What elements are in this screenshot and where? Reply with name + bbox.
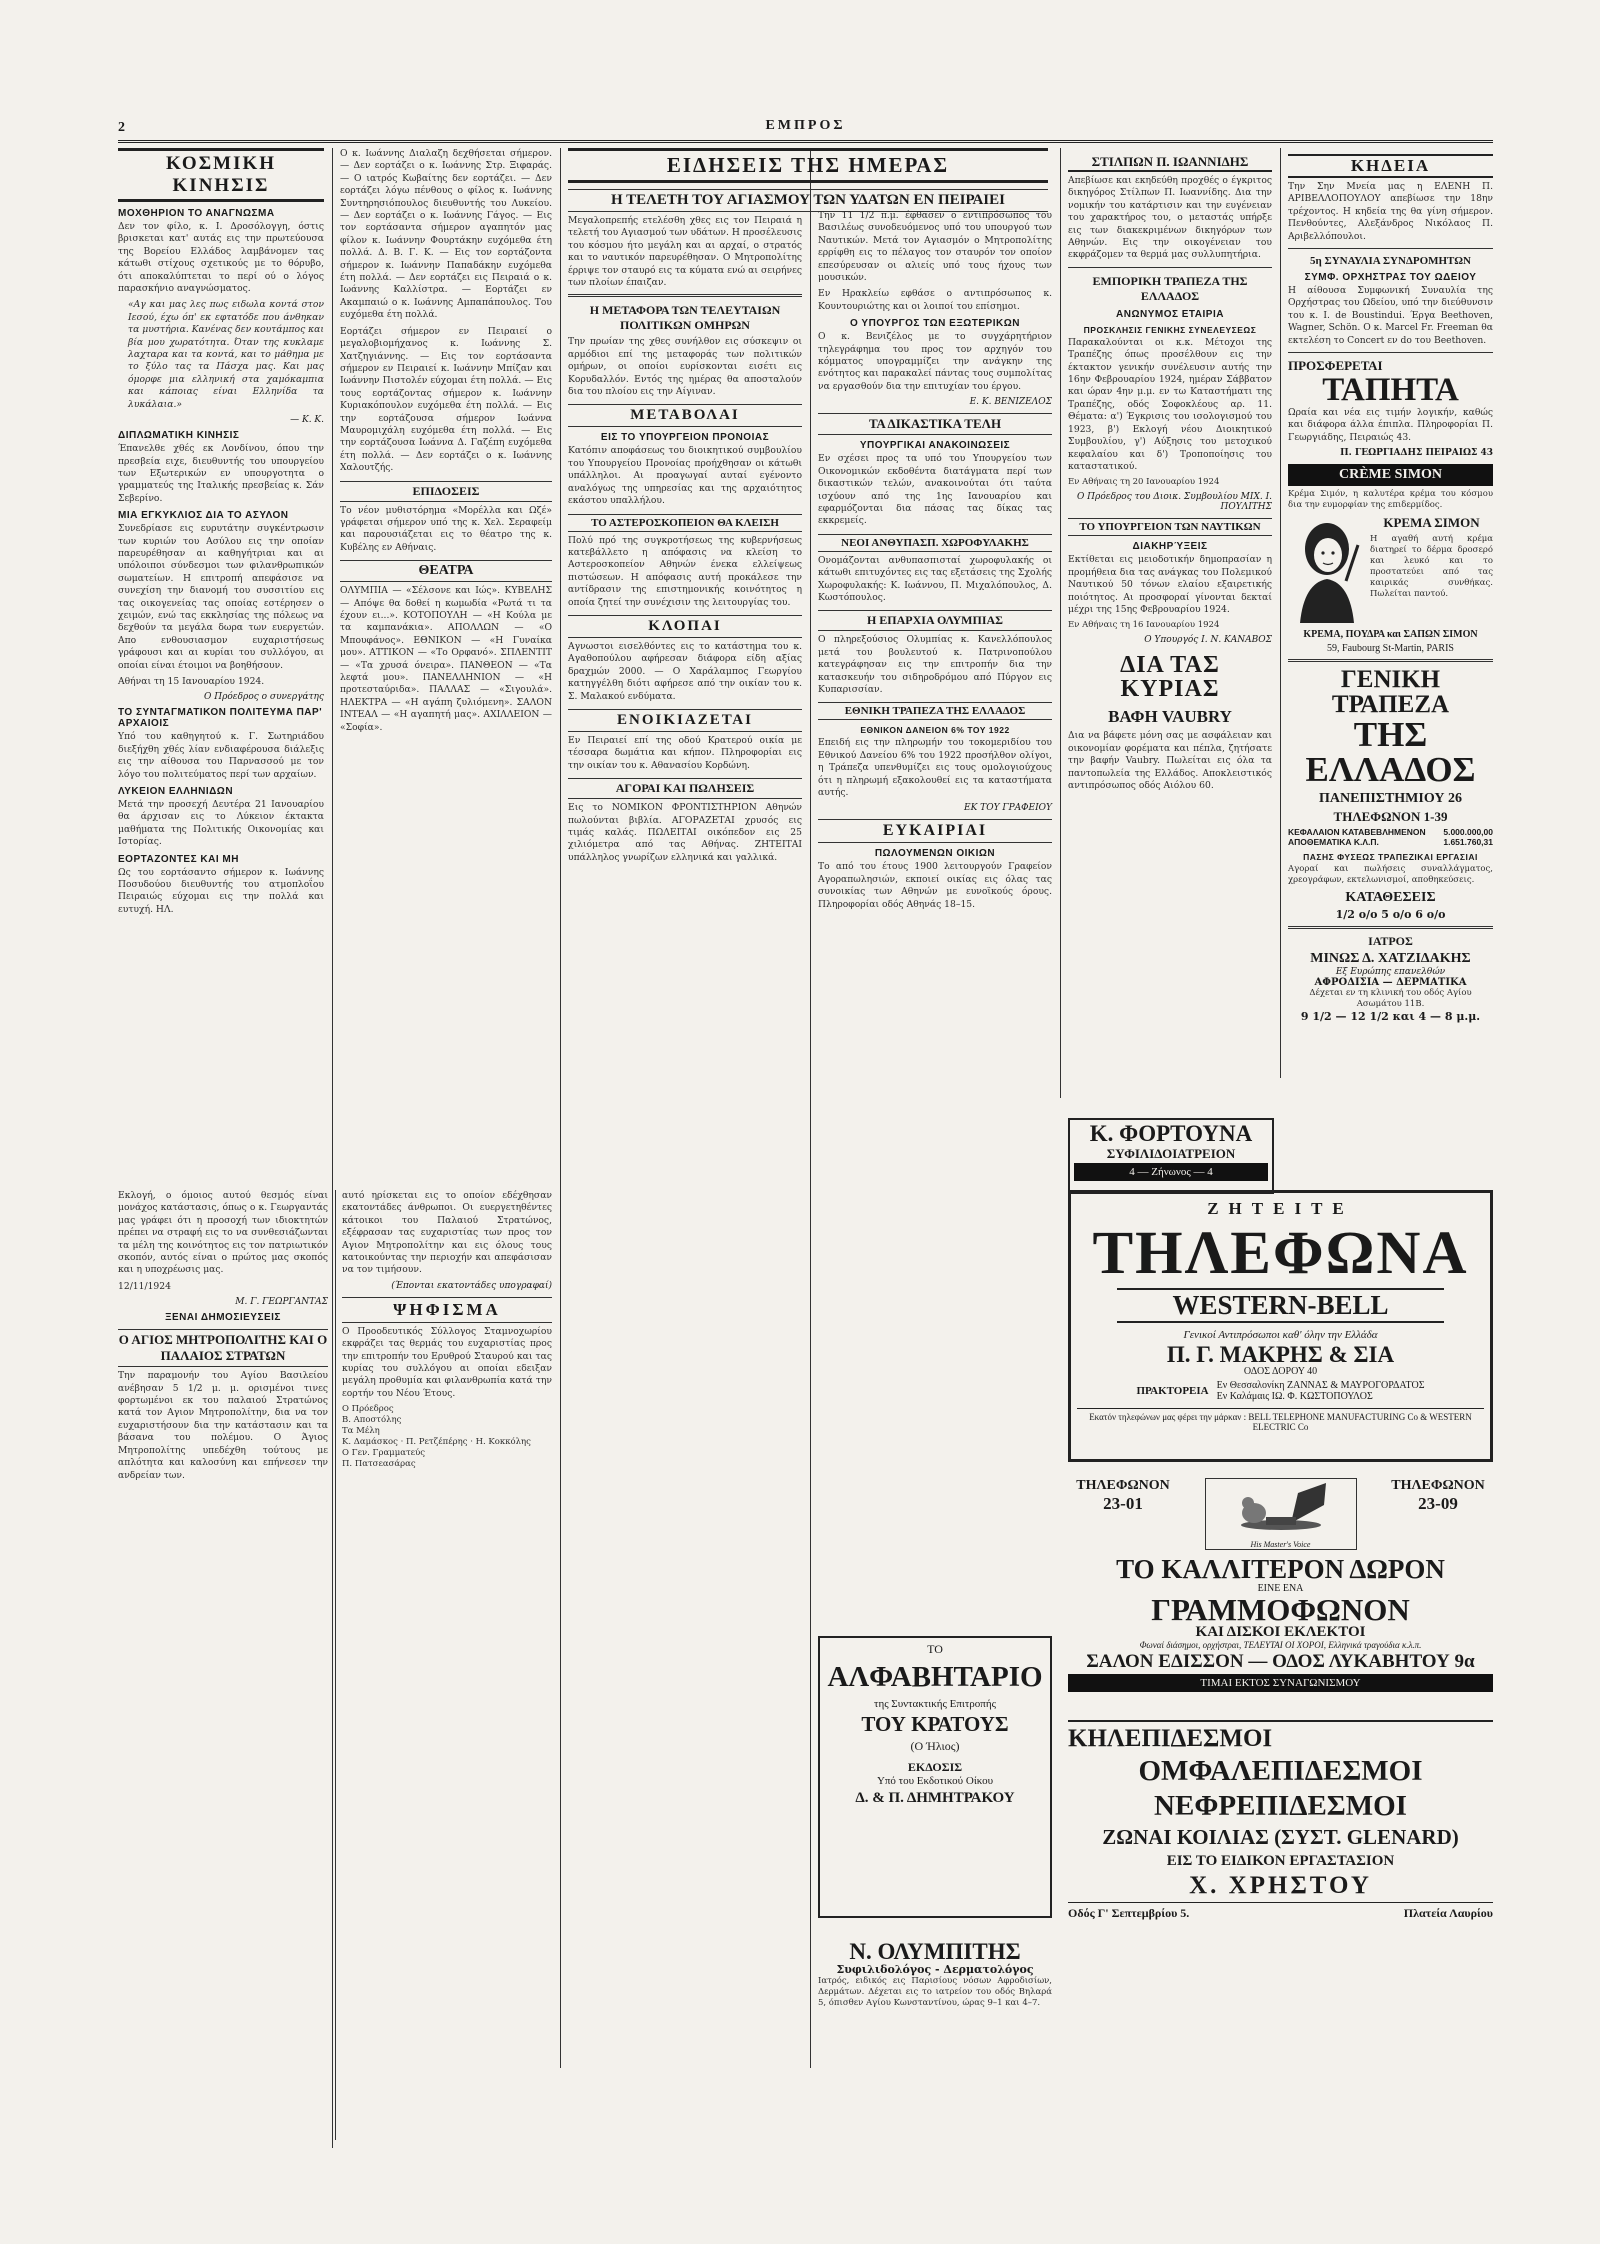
article-body: Κατόπιν αποφάσεως του διοικητικού συμβουλίου του Υπουργείου Προνοίας προήχθησαν οι κάτωθι υπάλληλοι. Αι προαγωγαί αυταί εγένοντο αναλόγως της υπηρεσίας και της αρχαιότητος εκάστου υπαλλήλου. bbox=[568, 445, 802, 507]
ad-line: ΕΙΝΕ ΕΝΑ bbox=[1257, 1583, 1304, 1594]
article-heading-classifieds: ΑΓΟΡΑΙ ΚΑΙ ΠΩΛΗΣΕΙΣ bbox=[568, 778, 802, 799]
tel-label: ΤΗΛΕΦΩΝΟΝ bbox=[1391, 1478, 1485, 1493]
doctor-name: ΜΙΝΩΣ Δ. ΧΑΤΖΙΔΑΚΗΣ bbox=[1310, 951, 1471, 967]
lead-article-heading: Η ΤΕΛΕΤΗ ΤΟΥ ΑΓΙΑΣΜΟΥ ΤΩΝ ΥΔΑΤΩΝ ΕΝ ΠΕΙΡΑΙΕΙ bbox=[568, 189, 1048, 212]
ad-title: Ν. ΟΛΥΜΠΙΤΗΣ bbox=[849, 1939, 1021, 1964]
bank-reserves-label: ΑΠΟΘΕΜΑΤΙΚΑ Κ.Λ.Π. bbox=[1288, 837, 1379, 848]
creme-heading: CRÈME SIMON bbox=[1288, 464, 1493, 486]
article-heading-thefts: ΚΛΟΠΑΙ bbox=[568, 615, 802, 638]
ad-branch: Εν Καλάμαις ΙΩ. Φ. ΚΩΣΤΟΠΟΥΛΟΣ bbox=[1216, 1391, 1373, 1402]
article-body: Συνεδρίασε εις ευρυτάτην συγκέντρωσιν των κυριών του Ασύλου εις την οποίαν παρευρέθησαν αι καθηγήτριαι και αι υπόλοιποι σύνδεσμοι των φιλανθρωπικών σωματείων. Η επιτροπή απεφάσισε να συνεχίση την διανομή του συσσιτίου εις τας οικογενείας τας οποίας εστέρησεν ο χειμών, ενώ τας εκκλησίας της πόλεως να δεχθούν τα μεγάλα δωρα των ευεργετών. Απο ενθουσιασμον ευχαριστήσεως γράφουσι και αι κυρίαι του συλλόγου, αι οποίαι είναι έτοιμοι να βοηθήσουν. bbox=[118, 523, 324, 671]
ad-line: Γενικοί Αντιπρόσωποι καθ' όλην την Ελλάδα bbox=[1183, 1329, 1378, 1341]
column-rule bbox=[560, 148, 561, 2068]
ad-title: ΑΛΦΑΒΗΤΑΡΙΟ bbox=[827, 1661, 1043, 1693]
bank-name: ΓΕΝΙΚΗ ΤΡΑΠΕΖΑ bbox=[1331, 666, 1450, 719]
ad-branches-label: ΠΡΑΚΤΟΡΕΙΑ bbox=[1136, 1385, 1209, 1397]
article-heading-gendarmerie: ΝΕΟΙ ΑΝΘΥΠΑΣΠ. ΧΩΡΟΦΥΛΑΚΗΣ bbox=[818, 534, 1052, 552]
article-body: Ο πληρεξούσιος Ολυμπίας κ. Κανελλόπουλος μετά του βουλευτού κ. Πατρινοπούλου κατεγράφησαν εις την επιτροπήν δια την κατασκευήν του σιδηροδρόμου από Πύργον εις Κυπαρισσίαν. bbox=[818, 634, 1052, 695]
article-body: Εν Πειραιεί επί της οδού Κρατερού οικία με τέσσαρα δωμάτια και κήπον. Πληροφορίαι εις την οικίαν του κ. Αθανασίου Κορδώνη. bbox=[568, 734, 802, 771]
article-heading: Ο ΥΠΟΥΡΓΟΣ ΤΩΝ ΕΞΩΤΕΡΙΚΩΝ bbox=[850, 318, 1020, 330]
article-heading: ΜΟΧΘΗΡΙΟΝ ΤΟ ΑΝΑΓΝΩΣΜΑ bbox=[118, 208, 275, 219]
ad-line: ΖΗΤΕΙΤΕ bbox=[1207, 1199, 1354, 1218]
ad-subheading: ΑΝΩΝΥΜΟΣ ΕΤΑΙΡΙΑ bbox=[1116, 308, 1224, 320]
ad-title: ΤΗΛΕΦΩΝΑ bbox=[1092, 1220, 1469, 1287]
sig-sec-name: Π. Πατσεασάρας bbox=[342, 1459, 416, 1470]
woman-portrait-icon bbox=[1288, 515, 1366, 623]
section-heading-theatres: ΘΕΑΤΡΑ bbox=[340, 560, 552, 582]
ad-fortuna bbox=[1068, 1118, 1274, 1194]
carpet-title: ΤΑΠΗΤΑ bbox=[1322, 372, 1459, 409]
sig-sec-title: Ο Γεν. Γραμματεύς bbox=[342, 1448, 425, 1459]
column-5 bbox=[1068, 148, 1272, 1088]
sig-right-title: Τα Μέλη bbox=[342, 1426, 380, 1437]
signature: Μ. Γ. ΓΕΩΡΓΑΝΤΑΣ bbox=[235, 1297, 328, 1308]
ad-line: ΤΟ bbox=[927, 1642, 943, 1656]
carpet-body: Ωραία και νέα εις τιμήν λογικήν, καθώς και διάφορα άλλα έπιπλα. Πληροφορίαι Π. Γεωργιάδης, Πειραιώς 43. bbox=[1288, 407, 1493, 443]
ad-subheading-dye: ΒΑΦΗ VAUBRY bbox=[1108, 707, 1232, 727]
article-body: Ονομάζονται ανθυπασπισταί χωροφυλακής οι κάτωθι επιτυχόντες εις τας εξετάσεις της Σχολής Χωροφυλακής: Κ. Ιωάννου, Π. Μιχαλόπουλος, Δ. Κωστόπουλος. bbox=[818, 554, 1052, 603]
article-body: Εν Ηρακλείω εφθάσε ο αντιπρόσωπος κ. Κουντουριώτης και οι λοιποί του επίσημοι. bbox=[818, 288, 1052, 312]
ad-heading-navy: ΤΟ ΥΠΟΥΡΓΕΙΟΝ ΤΩΝ ΝΑΥΤΙΚΩΝ bbox=[1068, 518, 1272, 536]
doctor-heading: ΙΑΤΡΟΣ bbox=[1368, 934, 1413, 949]
bank-name: ΤΗΣ ΕΛΛΑΔΟΣ bbox=[1305, 715, 1476, 790]
creme-foot: ΚΡΕΜΑ, ΠΟΥΔΡΑ και ΣΑΠΩΝ ΣΙΜΟΝ bbox=[1303, 629, 1478, 641]
article-heading: ΔΙΠΛΩΜΑΤΙΚΗ ΚΙΝΗΣΙΣ bbox=[118, 430, 240, 442]
ad-line: 4 — Ζήνωνος — 4 bbox=[1074, 1163, 1268, 1181]
article-heading-olympia: Η ΕΠΑΡΧΙΑ ΟΛΥΜΠΙΑΣ bbox=[818, 610, 1052, 631]
funeral-body: Την Σην Μνεία μας η ΕΛΕΝΗ Π. ΑΡΙΒΕΛΛΟΠΟΥΛΟΥ απεβίωσε την 18ην τρέχοντος. Η κηδεία της θα γίνη σήμερον. Πενθούντες, Αλεξάνδρος Νικόλαος Π. Αριβελλόπουλοι. bbox=[1288, 181, 1493, 242]
article-heading-national-bank: ΕΘΝΙΚΗ ΤΡΑΠΕΖΑ ΤΗΣ ΕΛΛΑΔΟΣ bbox=[818, 702, 1052, 720]
article-body: Το από του έτους 1900 λειτουργούν Γραφείον Αγοραπωλησιών, εκποιεί οικίας εις όλας τας συνοικίας των Αθηνών με ευνοϊκούς όρους. Πληροφορίαι οδός Αθηνάς 18–15. bbox=[818, 861, 1052, 910]
ad-line: (Ο Ήλιος) bbox=[910, 1739, 960, 1753]
bank-deposit-rates: 1/2 ο/ο 5 ο/ο 6 ο/ο bbox=[1335, 908, 1446, 922]
ad-line: της Συντακτικής Επιτροπής bbox=[874, 1698, 996, 1710]
bank-capital-value: 5.000.000,00 bbox=[1443, 827, 1493, 838]
ad-company: Π. Γ. ΜΑΚΡΗΣ & ΣΙΑ bbox=[1166, 1342, 1395, 1367]
ad-line: ΤΙΜΑΙ ΕΚΤΟΣ ΣΥΝΑΓΩΝΙΣΜΟΥ bbox=[1068, 1674, 1493, 1692]
creme-body: Η αγαθή αυτή κρέμα διατηρεί το δέρμα δροσερό και λευκό και το προστατεύει από τας καιρικάς συνθήκας. Πωλείται παντού. bbox=[1370, 534, 1493, 600]
bank-reserves-value: 1.651.760,31 bbox=[1443, 837, 1493, 848]
page-number: 2 bbox=[118, 120, 125, 135]
bank-ops: ΠΑΣΗΣ ΦΥΣΕΩΣ ΤΡΑΠΕΖΙΚΑΙ ΕΡΓΑΣΙΑΙ bbox=[1303, 852, 1478, 863]
signatories bbox=[342, 1404, 552, 1470]
article-subheading: ΕΘΝΙΚΟΝ ΔΑΝΕΙΟΝ 6% ΤΟΥ 1922 bbox=[860, 725, 1010, 736]
ad-address: ΟΔΟΣ ΔΟΡΟΥ 40 bbox=[1243, 1366, 1318, 1377]
ad-brand: WESTERN-BELL bbox=[1117, 1288, 1444, 1323]
tel-label: ΤΗΛΕΦΩΝΟΝ bbox=[1076, 1478, 1170, 1493]
column-rule bbox=[810, 148, 811, 2068]
ad-line: ΣΥΦΙΛΙΔΟΙΑΤΡΕΙΟΝ bbox=[1106, 1146, 1236, 1161]
signature: ΕΚ ΤΟΥ ΓΡΑΦΕΙΟΥ bbox=[964, 803, 1052, 814]
ad-line: ΚΑΙ ΔΙΣΚΟΙ ΕΚΛΕΚΤΟΙ bbox=[1195, 1624, 1366, 1640]
article-body: Εν σχέσει προς τα υπό του Υπουργείου των Οικονομικών εκδοθέντα διατάγματα περί των δικαστικών τελών, ανακοινούται ότι ταύτα ισχύουν από της 1ης Ιανουαρίου και εφαρμόζονται δια πάσας τας δίκας τας εκκρεμείς. bbox=[818, 453, 1052, 527]
ad-line: ΚΗΛΕΠΙΔΕΣΜΟΙ bbox=[1068, 1725, 1273, 1752]
article-body: Την παραμονήν του Αγίου Βασιλείου ανέβησαν 5 1/2 μ. μ. ορισμένοι τινες φορτωμένοι εκ του παλαιού Στρατώνος κατά τον Αγιον Μητροπολίτην, δια να τον ευχαριστήσουν δια την κατάστασιν και τα βάσανα του πολέμου. Ο Άγιος Μητροπολίτης υπεδέχθη τούτους με απλότητα και καλοσύνη και επήνεσεν την ανδρείαν των. bbox=[118, 1370, 328, 1481]
ad-body: Δια να βάφετε μόνη σας με ασφάλειαν και οικονομίαν φορέματα και πέπλα, ζητήσατε την βαφήν Vaubry. Πωλείται εις όλα τα παντοπωλεία της Ελλάδος. Αποκλειστικός αντιπρόσωπος οδός Αιόλου 60. bbox=[1068, 730, 1272, 791]
bank-ops-text: Αγοραί και πωλήσεις συναλλάγματος, χρεογράφων, εκτελωνισμοί, αποθηκεύσεις. bbox=[1288, 864, 1493, 886]
bank-telephone: ΤΗΛΕΦΩΝΟΝ 1-39 bbox=[1333, 809, 1448, 825]
column-rule bbox=[1280, 148, 1281, 1078]
carpet-sign: Π. ΓΕΩΡΓΙΑΔΗΣ ΠΕΙΡΑΙΩΣ 43 bbox=[1340, 448, 1493, 459]
ad-address: ΣΑΛΟΝ ΕΔΙΣΣΟΝ — ΟΔΟΣ ΛΥΚΑΒΗΤΟΥ 9α bbox=[1086, 1651, 1475, 1672]
bank-capital-label: ΚΕΦΑΛΑΙΟΝ ΚΑΤΑΒΕΒΛΗΜΕΝΟΝ bbox=[1288, 827, 1426, 838]
column-6 bbox=[1288, 148, 1493, 1188]
sig-left-title: Ο Πρόεδρος bbox=[342, 1404, 394, 1415]
ad-body: Εκτίθεται εις μειοδοτικήν δημοπρασίαν η προμήθεια δια τας ανάγκας του Πολεμικού Ναυτικού 50 τόνων ελαίου εξαιρετικής ποιότητος. Αι προσφοραί γίνονται δεκταί μέχρι της 15ης Φεβρουαρίου 1924. bbox=[1068, 554, 1272, 615]
ad-line: ΝΕΦΡΕΠΙΔΕΣΜΟΙ bbox=[1154, 1790, 1407, 1822]
doctor-specialty: ΑΦΡΟΔΙΣΙΑ — ΔΕΡΜΑΤΙΚΑ bbox=[1314, 977, 1467, 989]
ad-doctor-olympitis bbox=[818, 1940, 1052, 2040]
section-heading-events: ΕΠΙΔΟΣΕΙΣ bbox=[340, 481, 552, 502]
ad-name: Χ. ΧΡΗΣΤΟΥ bbox=[1189, 1872, 1372, 1899]
ad-line: ΕΚΔΟΣΙΣ bbox=[907, 1760, 963, 1774]
ad-subheading: ΠΡΟΣΚΛΗΣΙΣ ΓΕΝΙΚΗΣ ΣΥΝΕΛΕΥΣΕΩΣ bbox=[1083, 324, 1257, 335]
signature: Ε. Κ. ΒΕΝΙΖΕΛΟΣ bbox=[969, 397, 1052, 408]
signature: — Κ. Κ. bbox=[290, 415, 324, 426]
article-heading: ΜΙΑ ΕΓΚΥΚΛΙΟΣ ΔΙΑ ΤΟ ΑΣΥΛΟΝ bbox=[118, 510, 289, 522]
namedays-list: Ο κ. Ιωάννης Διαλαζη δεχθήσεται σήμερον. — Δεν εορτάζει ο κ. Ιωάννης Στρ. Ξιφαράς. — Ο ιατρός Κωβαίτης δεν εορτάζει. — Δεν εορτάζει λόγω πένθους ο φίλος κ. Ιωάννης Συντηρησιόπουλος διευθυντής του Λυκείου. — Δεν εορτάζει ο κ. Ιωάννης Γάγος. — Εις τον εορτάσαντα σήμερον αγαπητόν μας φίλον κ. Ιωάννην Φουρτάκην ευχόμεθα έτη πολλά. Δ. Β. Γ. Κ. — Εις τον εορτάζοντα σήμερον κ. Ιωάννην Παπαδάκην ευχόμεθα έτη πολλά. — Δεν εορτάζει εις Πειραιά ο κ. Ιωάννης Καλλίστρα. — Εορτάζει εν Ακαμπαιώ ο κ. Ιωάννης Αμπαπάπουλος. Του ευχόμεθα έτη πολλά. bbox=[340, 148, 552, 321]
article-heading-resolution: ΨΗΦΙΣΜΑ bbox=[342, 1297, 552, 1323]
ad-line: Φωναί διάσημοι, ορχήστραι, ΤΕΛΕΥΤΑΙ ΟΙ ΧΟΡΟΙ, Ελληνικά τραγούδια κ.λ.π. bbox=[1139, 1640, 1422, 1650]
ad-gramophone bbox=[1068, 1478, 1493, 1702]
column-society bbox=[118, 148, 324, 1183]
logo-text: His Master's Voice bbox=[1250, 1540, 1311, 1549]
funeral-heading: ΚΗΔΕΙΑ bbox=[1288, 154, 1493, 178]
obituary-heading: ΣΤΙΛΠΩΝ Π. ΙΩΑΝΝΙΔΗΣ bbox=[1068, 154, 1272, 172]
article-heading-for-rent: ΕΝΟΙΚΙΑΖΕΤΑΙ bbox=[568, 709, 802, 732]
ad-line: ΖΩΝΑΙ ΚΟΙΛΙΑΣ (ΣΥΣΤ. GLENARD) bbox=[1102, 1825, 1459, 1849]
sig-left-name: Β. Αποστόλης bbox=[342, 1415, 402, 1426]
tel-number: 23-09 bbox=[1418, 1494, 1458, 1513]
ad-line: Δ. & Π. ΔΗΜΗΤΡΑΚΟΥ bbox=[855, 1790, 1015, 1806]
sig-right-names: Κ. Δαμάσκος · Π. Ρετζέπέρης · Η. Κοκκόλης bbox=[342, 1437, 531, 1448]
article-body: Έπανελθε χθές εκ Λονδίνου, όπου την πρεσβεία ειχε, διευθυντής του υπουργείου των Εξωτερικών εν υπουργοτητα ο γραμματεύς της Ιταλικής πρεσβείας κ. Σάν Σεβερίνο. bbox=[118, 443, 324, 504]
creme-address: 59, Faubourg St-Martin, PARIS bbox=[1327, 643, 1454, 655]
ad-address: Οδός Γ' Σεπτεμβρίου 5. bbox=[1068, 1906, 1190, 1920]
doctor-hours: 9 1/2 — 12 1/2 και 4 — 8 μ.μ. bbox=[1300, 1010, 1481, 1024]
article-body: Μεγαλοπρεπής ετελέσθη χθες εις τον Πειραιά η τελετή του Αγιασμού των υδάτων. Η προσέλευσις του κόσμου ήτο μεγάλη και αι αρχαί, ο στρατός και το ναυτικόν παρευρέθησαν. Ο Μητροπολίτης έρριψε τον σταυρό εις τα κύματα ενώ αι σειρήνες των πλοίων έπαιζαν. bbox=[568, 215, 802, 289]
theatre-listings: ΟΛΥΜΠΙΑ — «Σέλσονε και Ιώς». ΚΥΒΕΛΗΣ — Απόψε θα δοθεί η κωμωδία «Ρωτά τι τα έχουν ει...». ΚΟΤΟΠΟΥΛΗ — «Η Κούλα με τα καμπανάκια». ΑΠΟΛΛΩΝ — «Ο Μπουφάνος». ΕΘΝΙΚΟΝ — «Η Γυναίκα μου». ΑΤΤΙΚΟΝ — «Το Ορφανό». ΣΠΛΕΝΤΙΤ — «Τα χρυσά όνειρα». ΠΑΝΘΕΟΝ — «Τα λεφτά μου». ΠΑΝΕΛΛΗΝΙΟΝ — «Η προτεσταύριδα». ΠΑΛΛΑΣ — «Σιγουλά». ΗΛΕΚΤΡΑ — «Η αγάπη ζυλιόμενη». ΣΑΛΟΝ ΙΝΤΕΑΛ — «Η αγαπητή μας». ΑΧΙΛΛΕΙΟΝ — «Σοφία». bbox=[340, 585, 552, 733]
column-namedays bbox=[340, 148, 552, 1183]
concert-body: Η αίθουσα Συμφωνική Συναυλία της Ορχήστρας του Ωδείου, υπό την διεύθυνσιν του κ. Ι. de Boustindui. Έργα Beethoven, Wagner, Schön. Ο κ. Marcel Fr. Freeman θα εκτελέση το Concert εν do του Beethoven. bbox=[1288, 285, 1493, 346]
signature: Ο Υπουργός Ι. Ν. ΚΑΝΑΒΟΣ bbox=[1144, 635, 1272, 646]
ad-heading-commercial-bank: ΕΜΠΟΡΙΚΗ ΤΡΑΠΕΖΑ ΤΗΣ ΕΛΛΑΔΟΣ bbox=[1092, 273, 1248, 303]
dog-and-gramophone-icon bbox=[1206, 1479, 1356, 1535]
bank-deposits-heading: ΚΑΤΑΘΕΣΕΙΣ bbox=[1345, 890, 1436, 906]
column-rule bbox=[1060, 148, 1061, 1098]
ad-footnote: Εκατόν τηλεφώνων μας φέρει την μάρκαν : BELL TELEPHONE MANUFACTURING Co & WESTERN ELECTRIC Co bbox=[1077, 1408, 1484, 1432]
carpet-heading: ΠΡΟΣΦΕΡΕΤΑΙ bbox=[1288, 358, 1383, 374]
ad-alphabet-book bbox=[818, 1636, 1052, 1918]
creme-body: Κρέμα Σιμόν, η καλυτέρα κρέμα του κόσμου δια την ευμορφίαν της επιδερμίδος. bbox=[1288, 489, 1493, 511]
doctor-line: Εξ Ευρώπης επανελθών bbox=[1335, 967, 1446, 978]
article-heading-opportunities: ΕΥΚΑΙΡΙΑΙ bbox=[818, 819, 1052, 843]
article-date: Αθήναι τη 15 Ιανουαρίου 1924. bbox=[118, 676, 265, 687]
article-heading-hostages: Η ΜΕΤΑΦΟΡΑ ΤΩΝ ΤΕΛΕΥΤΑΙΩΝ ΠΟΛΙΤΙΚΩΝ ΟΜΗΡΩΝ bbox=[589, 303, 781, 333]
article-heading: ΤΟ ΣΥΝΤΑΓΜΑΤΙΚΟΝ ΠΟΛΙΤΕΥΜΑ ΠΑΡ' ΑΡΧΑΙΟΙΣ bbox=[118, 707, 323, 730]
ad-line: Ιατρός, ειδικός εις Παρισίους νόσων Αφροδισίων, Δερμάτων. Δέχεται εις το ιατρείον του οδός Βηλαρά 5, όπισθεν Αγίου Κωνσταντίνου, ώρας 9–1 και 4–7. bbox=[818, 1976, 1052, 2008]
article-body: Μετά την προσεχή Δευτέρα 21 Ιανουαρίου θα άρχισαν εις το Λύκειον έκτακτα μαθήματα της Πολιτικής Οικονομίας και Ιστορίας. bbox=[118, 799, 324, 848]
column-news-2 bbox=[818, 210, 1052, 1620]
verse: «Αγ και μας λες πως ειδωλα κοντά στον Ιεσού, έχω όπ' εκ εφτατόδε που άνθηκαν τα μυστήρια. Κανένας δεν κουτάμπος και βία μου χωρατότητα. Όταν της κυκλαμε λαχταρα και τα κοντά, και το μάθημα με το ξύλο τας τα Πάσχα μας. Και μας όμορφε μια ελληνική στα χαμόκαμπια και κάποιας είναι Ελληνίδα τα λυκάλαια.» bbox=[128, 299, 324, 410]
signature: Ο Πρόεδρος ο συνεργάτης bbox=[203, 692, 324, 703]
ad-title: ΤΟ ΚΑΛΛΙΤΕΡΟΝ ΔΩΡΟΝ bbox=[1116, 1554, 1445, 1584]
ad-line: ΤΟΥ ΚΡΑΤΟΥΣ bbox=[861, 1712, 1009, 1736]
ad-line: Υπό του Εκδοτικού Οίκου bbox=[876, 1775, 994, 1787]
article-body: Το νέον μυθιστόρημα «Μορέλλα και Ωζέ» γράφεται σήμερον υπό της κ. Χελ. Σεραφείμ και παρουσιάζεται εις το θέατρο της κ. Κυβέλης εν Αθήναις. bbox=[340, 504, 552, 553]
article-body: Αγνωστοι εισελθόντες εις το κατάστημα του κ. Αγαθοπούλου αφήρεσαν διάφορα είδη αξίας δραχμών 2000. — Ο Χαράλαμπος Γεωργίου κατηγγέλθη διότι αφήρεσε από την οικίαν του κ. Σ. Μαλακού ενδύματα. bbox=[568, 640, 802, 702]
lower-left-articles bbox=[118, 1190, 552, 2140]
gramophone-logo bbox=[1205, 1478, 1357, 1550]
ad-title: ΓΡΑΜΜΟΦΩΝΟΝ bbox=[1151, 1592, 1410, 1627]
article-body: Εκλογή, ο όμοιος αυτού θεσμός είναι μονάχος κατάστασις, όπως ο κ. Γεωργαντάς μας γράφει ότι η προσοχή των ιδιοκτητών πρέπει να στραφή εις το να συνθεσιάζωνται τα μέλη της κοινότητος εις τον πατριωτικόν σκοπόν, αυτός είναι ο πρώτος μας σκοπός και η υποχρέωσις μας. bbox=[118, 1190, 328, 1276]
article-body: Την πρωίαν της χθες συνήλθον εις σύσκεψιν οι αρμόδιοι επί της μεταφοράς των πολιτικών ομήρων, οι οποίοι ευρίσκονται εισέτι εις Κορυδαλλόν. Εντός της ημέρας θα αποσταλούν δια του πλοίου εις την Αίγιναν. bbox=[568, 336, 802, 398]
article-subheading: ΕΙΣ ΤΟ ΥΠΟΥΡΓΕΙΟΝ ΠΡΟΝΟΙΑΣ bbox=[600, 432, 770, 444]
article-body: Ο κ. Βενιζέλος με το συγχάρητήριον τηλεγράφημα του προς τον αρχηγόν του κόμματος υπογραμμίζει την ανάγκην της ενότητος και παρακαλεί πάντας τους συμπολίτας να εργασθούν δια την επιτυχίαν του έργου. bbox=[818, 331, 1052, 392]
article-heading-changes: ΜΕΤΑΒΟΛΑΙ bbox=[568, 404, 802, 427]
concert-heading: 5η ΣΥΝΑΥΛΙΑ ΣΥΝΔΡΟΜΗΤΩΝ bbox=[1310, 255, 1471, 268]
article-heading-metropolitan: Ο ΑΓΙΟΣ ΜΗΤΡΟΠΟΛΙΤΗΣ ΚΑΙ Ο ΠΑΛΑΙΟΣ ΣΤΡΑΤΩΝ bbox=[118, 1329, 328, 1367]
section-heading: ΞΕΝΑΙ ΔΗΜΟΣΙΕΥΣΕΙΣ bbox=[165, 1312, 281, 1324]
bank-address: ΠΑΝΕΠΙΣΤΗΜΙΟΥ 26 bbox=[1319, 791, 1462, 807]
article-body: Απεβίωσε και εκηδεύθη προχθές ο έγκριτος δικηγόρος Στίλπων Π. Ιωαννίδης. Δια την νομικήν του κατάρτισιν και την ευγένειαν του χαρακτήρος του, ο μεταστάς υπήρξε εις των διακεκριμένων δικηγόρων των Αθηνών. Εις την οικογένειαν του εκφράζομεν τα θερμά μας συλλυπητήρια. bbox=[1068, 175, 1272, 261]
ad-hernia-belts bbox=[1068, 1720, 1493, 2040]
article-heading-observatory: ΤΟ ΑΣΤΕΡΟΣΚΟΠΕΙΟΝ ΘΑ ΚΛΕΙΣΗ bbox=[568, 514, 802, 532]
article-heading-court-fees: ΤΑ ΔΙΚΑΣΤΙΚΑ ΤΕΛΗ bbox=[818, 413, 1052, 435]
paper-name: ΕΜΠΡΟΣ bbox=[765, 118, 846, 133]
signature: Ο Πρόεδρος του Διοικ. Συμβουλίου ΜΙΧ. Ι. ΠΟΥΛΙΤΗΣ bbox=[1076, 492, 1272, 513]
article-heading: ΛΥΚΕΙΟΝ ΕΛΛΗΝΙΔΩΝ bbox=[118, 786, 234, 798]
article-body: Δεν τον φίλο, κ. Ι. Δροσόλογγη, όστις βρισκεται κατ' αυτάς εις την πρωτεύουσα της Βορείου Ελλάδος λαμβάνομεν τας κάτωθι στίχους σχετικούς με το θόρυβο, ότι αποκαλύπτεται το περί ού ο λόγος παρασκήνιο αναγνώσματος. bbox=[118, 221, 324, 295]
classifieds-body: Εις το ΝΟΜΙΚΟΝ ΦΡΟΝΤΙΣΤΗΡΙΟΝ Αθηνών πωλούνται βιβλία. ΑΓΟΡΑΖΕΤΑΙ χρυσός εις τιμάς καλάς. ΠΩΛΕΙΤΑΙ οικόπεδον εις 25 χιλιόμετρα από τας Αθήνας. ΖΗΤΕΙΤΑΙ υπάλληλος γνωρίζων ελληνικά και γαλλικά. bbox=[568, 802, 802, 863]
article-subheading: ΠΩΛΟΥΜΕΝΩΝ ΟΙΚΙΩΝ bbox=[874, 848, 996, 860]
article-body: Υπό του καθηγητού κ. Γ. Σωτηριάδου διεξήχθη χθές λίαν ενδιαφέρουσα διάλεξις εις την αίθουσα του Παρνασσού με τον λόγο του πολιτεύματος περί των αρχαίων. bbox=[118, 731, 324, 780]
masthead bbox=[118, 118, 1493, 143]
ad-date: Εν Αθήναις τη 20 Ιανουαρίου 1924 bbox=[1068, 477, 1220, 488]
tel-number: 23-01 bbox=[1103, 1494, 1143, 1513]
article-body: Επειδή εις την πληρωμήν του τοκομεριδίου του Εθνικού Δανείου 6% του 1922 προσήλθον ολίγοι, η Τράπεζα υπενθυμίζει εις τους ομολογιούχους ότι η πληρωμή εξακολουθεί εις τα καταστήματα αυτής. bbox=[818, 737, 1052, 798]
ad-western-bell bbox=[1068, 1190, 1493, 1462]
section-banner-society: ΚΟΣΜΙΚΗ ΚΙΝΗΣΙΣ bbox=[118, 148, 324, 202]
article-heading: ΕΟΡΤΑΖΟΝΤΕΣ ΚΑΙ ΜΗ bbox=[118, 853, 239, 865]
article-body: Την 11 1/2 π.μ. έφθασεν ο εντιπρόσωπος του Βασιλέως συνοδευόμενος υπό του υπουργού των Ναυτικών. Μετά τον Αγιασμόν ο Μητροπολίτης ερρίφθη εις το πέλαγος τον σταυρόν τον οποίον επεσύρευσαν οι αλιείς υπό τους ήχους των μουσικών. bbox=[818, 210, 1052, 284]
ad-line: ΟΜΦΑΛΕΠΙΔΕΣΜΟΙ bbox=[1138, 1755, 1423, 1787]
doctor-text: Δέχεται εν τη κλινική του οδός Αγίου Ασωμάτου 11Β. bbox=[1309, 988, 1472, 1010]
article-body: αυτό ηρίσκεται εις το οποίον εδέχθησαν εκατοντάδες άνθρωποι. Οι ευεργετηθέντες κάτοικοι του Παλαιού Στρατώνος, εξέφρασαν τας ευχαριστίας των προς τον Αγιον Μητροπολίτην και εις όλους τους κατοικούντας την περιοχήν και απεφάσισαν να τον τιμήσουν. bbox=[342, 1190, 552, 1276]
ad-title: Κ. ΦΟΡΤΟΥΝΑ bbox=[1089, 1121, 1253, 1146]
article-body: Ως του εορτάσαντο σήμερον κ. Ιωάννης Ποσυδούου διευθυντής του ατμοπλοΐου Πειραιώς εύχομαι εις την πολλά και ευτυχή. ΗΛ. bbox=[118, 866, 324, 915]
ad-address: Πλατεία Λαυρίου bbox=[1403, 1906, 1493, 1920]
ad-date: Εν Αθήναις τη 16 Ιανουαρίου 1924 bbox=[1068, 620, 1220, 631]
ad-line: Συφιλιδολόγος - Δερματολόγος bbox=[836, 1963, 1034, 1976]
article-body: Ο Προοδευτικός Σύλλογος Σταμνοχωρίου εκφράζει τας θερμάς του ευχαριστίας προς την επιτροπήν του Ερυθρού Σταυρού και τας κυρίας του συλλόγου αι οποίαι εδειξαν μεγάλη προθυμία και φιλανθρωπία κατά την εορτήν του Νέου Έτους. bbox=[342, 1325, 552, 1399]
ad-branch: Εν Θεσσαλονίκη ΖΑΝΝΑΣ & ΜΑΥΡΟΓΟΡΔΑΤΟΣ bbox=[1216, 1380, 1425, 1391]
article-subheading: ΥΠΟΥΡΓΙΚΑΙ ΑΝΑΚΟΙΝΩΣΕΙΣ bbox=[859, 440, 1011, 452]
concert-subheading: ΣΥΜΦ. ΟΡΧΗΣΤΡΑΣ ΤΟΥ ΩΔΕΙΟΥ bbox=[1304, 272, 1477, 284]
ad-subheading: ΔΙΑΚΗΡΎΞΕΙΣ bbox=[1132, 541, 1208, 553]
creme-subheading: ΚΡΕΜΑ ΣΙΜΟΝ bbox=[1383, 515, 1480, 531]
namedays-list: Εορτάζει σήμερον εν Πειραιεί ο μεγαλοβιομήχανος κ. Ιωάννης Σ. Χατζηγιάννης. — Εις τον εορτάσαντα σήμερον εν Πειραιεί κ. Ιωάννην Μπίζαν και Ιωάννην Πιστολέν εύχομαι έτη πολλά. — Εις τους εορτάζοντας σήμερον κ. Ιωάννην Κυριακόπουλον ευχόμεθα έτη πολλά. — Εις την εορτάζουσα σήμερον Ιωάννα Μαυρομιχάλη ευχόμεθα έτη πολλά. — Εις την εορτάζουσα Ιωάννα Δ. Γαζέπη ευχόμεθα έτη πολλά. — Δεν εορτάζει ο κ. Ιωάννης Χαλουτζής. bbox=[340, 325, 552, 474]
section-banner-news: ΕΙΔΗΣΕΙΣ ΤΗΣ ΗΜΕΡΑΣ bbox=[568, 148, 1048, 183]
ad-body: Παρακαλούνται οι κ.κ. Μέτοχοι της Τραπέζης όπως προσέλθουν εις την έκτακτον γενικήν συνέλευσιν αυτής την 16ην Φεβρουαρίου 1924, ημέραν Σάββατον και ώραν 4ην μ.μ. εν τω Καταστήματι της Τραπέζης, οδός Σοφοκλέους αρ. 11. Θέματα: α') Έγκρισις του ισολογισμού του 1923, β') Εκλογή νέου Διοικητικού Συμβουλίου, γ') Αύξησις του μετοχικού κεφαλαίου και δ') Τροποποίησις του καταστατικού. bbox=[1068, 336, 1272, 472]
ad-heading-dye: ΔΙΑ ΤΑΣ ΚΥΡΙΑΣ bbox=[1120, 652, 1220, 703]
ad-line: ΕΙΣ ΤΟ ΕΙΔΙΚΟΝ ΕΡΓΑΣΤΑΣΙΟΝ bbox=[1166, 1853, 1395, 1869]
signature: (Έπονται εκατοντάδες υπογραφαί) bbox=[391, 1280, 552, 1291]
article-body: Πολύ πρό της συγκροτήσεως της κυβερνήσεως κατεβάλλετο η απόφασις να κλείση το Αστεροσκοπείον Αθηνών ένεκα ελλείψεως πιστώσεων. Η απόφασις αυτή προκάλεσε την αντίδρασιν της επιστημονικής κοινότητος η οποία ζητεί την συνέχισιν της λειτουργίας του. bbox=[568, 534, 802, 608]
article-date: 12/11/1924 bbox=[118, 1280, 171, 1292]
